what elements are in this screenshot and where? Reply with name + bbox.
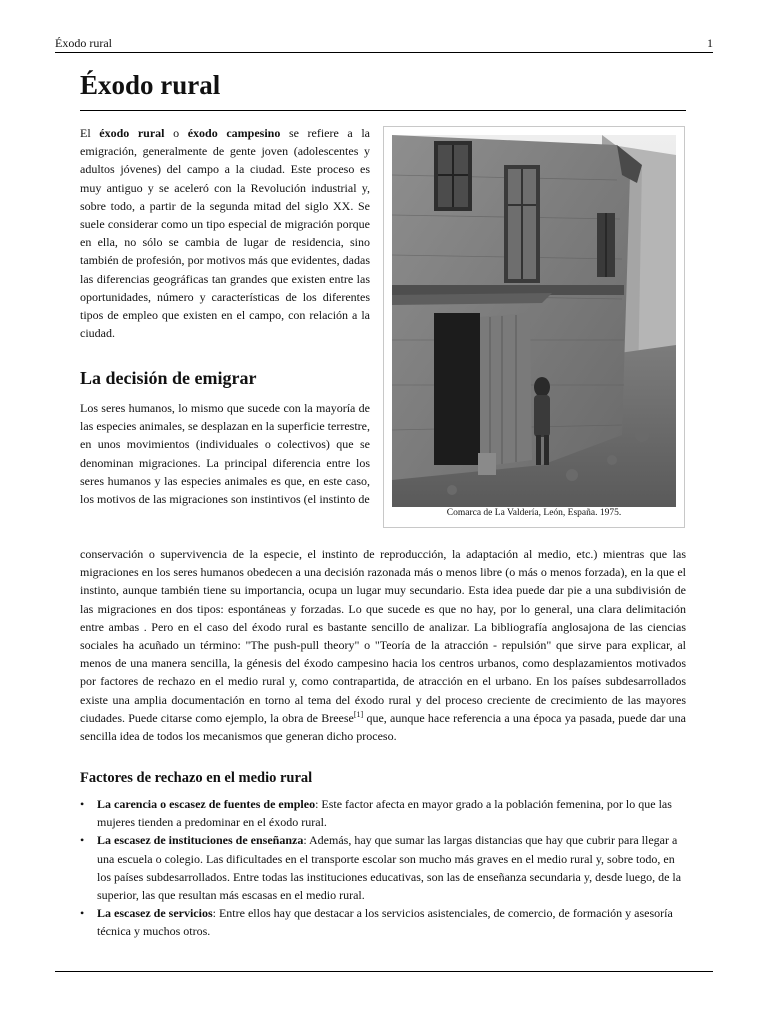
running-header — [55, 36, 713, 51]
list-item-text: : Este factor afecta en mayor grado a la población femenina, por lo que las mujeres tienden a predominar en el éxodo rural. — [97, 797, 672, 830]
running-header-title: Éxodo rural — [55, 36, 112, 50]
page-number: 1 — [707, 36, 713, 50]
intro-term-exodo-campesino: éxodo campesino — [187, 126, 281, 140]
intro-term-exodo-rural: éxodo rural — [99, 126, 165, 140]
footer-rule — [55, 971, 713, 972]
list-item-term: La escasez de servicios — [97, 906, 213, 921]
list-item — [80, 831, 686, 904]
subsection-heading-factores: Factores de rechazo en el medio rural — [80, 770, 313, 786]
intro-text: se refiere a la emigración, generalmente de gente joven (adolescentes y adultos jóvenes) del campo a la ciudad. Este proceso es muy antiguo y se aceleró con la Revolución industrial y, sobre todo, a partir de la segunda mitad del siglo XX. Se suele considerar como un tipo especial de migración porque en ella, no sólo se cambia de lugar de residencia, sino también de profesión, por motivos más que evidentes, dadas las diferencias geográficas tan grandes que existen entre las oportunidades, número y características de los diferentes tipos de empleo que existen en el campo, con relación a la ciudad. — [80, 126, 371, 341]
header-rule — [55, 52, 713, 53]
intro-text: o — [164, 126, 188, 140]
list-item-term: La carencia o escasez de fuentes de empleo — [97, 797, 316, 811]
reference-link[interactable]: [1] — [353, 709, 364, 719]
village-house-photo — [392, 135, 676, 507]
intro-text: El — [80, 126, 100, 140]
decision-text: que, aunque hace referencia a una época ya pasada, puede dar una sencilla idea de todos los mecanismos que generan dicho proceso. — [80, 710, 686, 744]
intro-paragraph — [80, 124, 370, 342]
list-item — [80, 795, 686, 831]
factores-list — [80, 795, 686, 941]
section-heading-decision: La decisión de emigrar — [80, 368, 257, 388]
list-item-term: La escasez de instituciones de enseñanza — [97, 833, 304, 848]
page-title: Éxodo rural — [80, 70, 221, 100]
decision-paragraph-part1: Los seres humanos, lo mismo que sucede con la mayoría de las especies animales, se desplazan en la superficie terrestre, en unos movimientos (individuales o colectivos) que se denominan migraciones. La principal diferencia entre los seres humanos y las especies animales es que, en este caso, los motivos de las migraciones son instintivos (el instinto de — [80, 401, 370, 507]
list-item — [80, 904, 686, 940]
photo-figure — [383, 126, 685, 528]
decision-paragraph-part2 — [80, 545, 686, 745]
list-item-text: : Además, hay que sumar las largas distancias que hay que cubrir para llegar a una escuela o colegio. Las dificultades en el transporte escolar son mucho más graves en el medio rural y, sobre todo, en los países subdesarrollados. Entre todas las instituciones educativas, son las de enseñanza secundaria y, desde luego, de la superior, las que resultan más escasas en el medio rural. — [97, 833, 682, 903]
decision-text: conservación o supervivencia de la especie, el instinto de reproducción, la adaptación al medio, etc.) mientras que las migraciones en los seres humanos obedecen a una decisión razonada más o menos libre (o más o menos forzada), en la que el instinto, aunque también tiene su importancia, ocupa un lugar muy secundario. Esta idea puede dar pie a una subdivisión de las migraciones en dos tipos: espontáneas y forzadas. Lo que sucede es que no hay, por lo general, una clara delimitación entre ambas . Pero en el caso del éxodo rural es bastante sencillo de analizar. La bibliografía anglosajona de las ciencias sociales ha acuñado un término: "The push-pull theory" o "Teoría de la atracción - repulsión" que sirve para explicar, al menos de una manera sencilla, la génesis del éxodo campesino hacia los centros urbanos, como desplazamientos motivados por factores de rechazo en el medio rural y, como contrapartida, de atracción en el urbano. En los países subdesarrollados existe una amplia documentación en torno al tema del éxodo rural y del proceso creciente de crecimiento de las mayores ciudades. Puede citarse como ejemplo, la obra de Breese — [80, 547, 686, 725]
photo-caption: Comarca de La Valdería, León, España. 1975. — [446, 508, 622, 518]
list-item-text: : Entre ellos hay que destacar a los servicios asistenciales, de comercio, de formación y asesoría técnica y muchos otros. — [97, 906, 673, 939]
title-rule — [80, 110, 686, 111]
